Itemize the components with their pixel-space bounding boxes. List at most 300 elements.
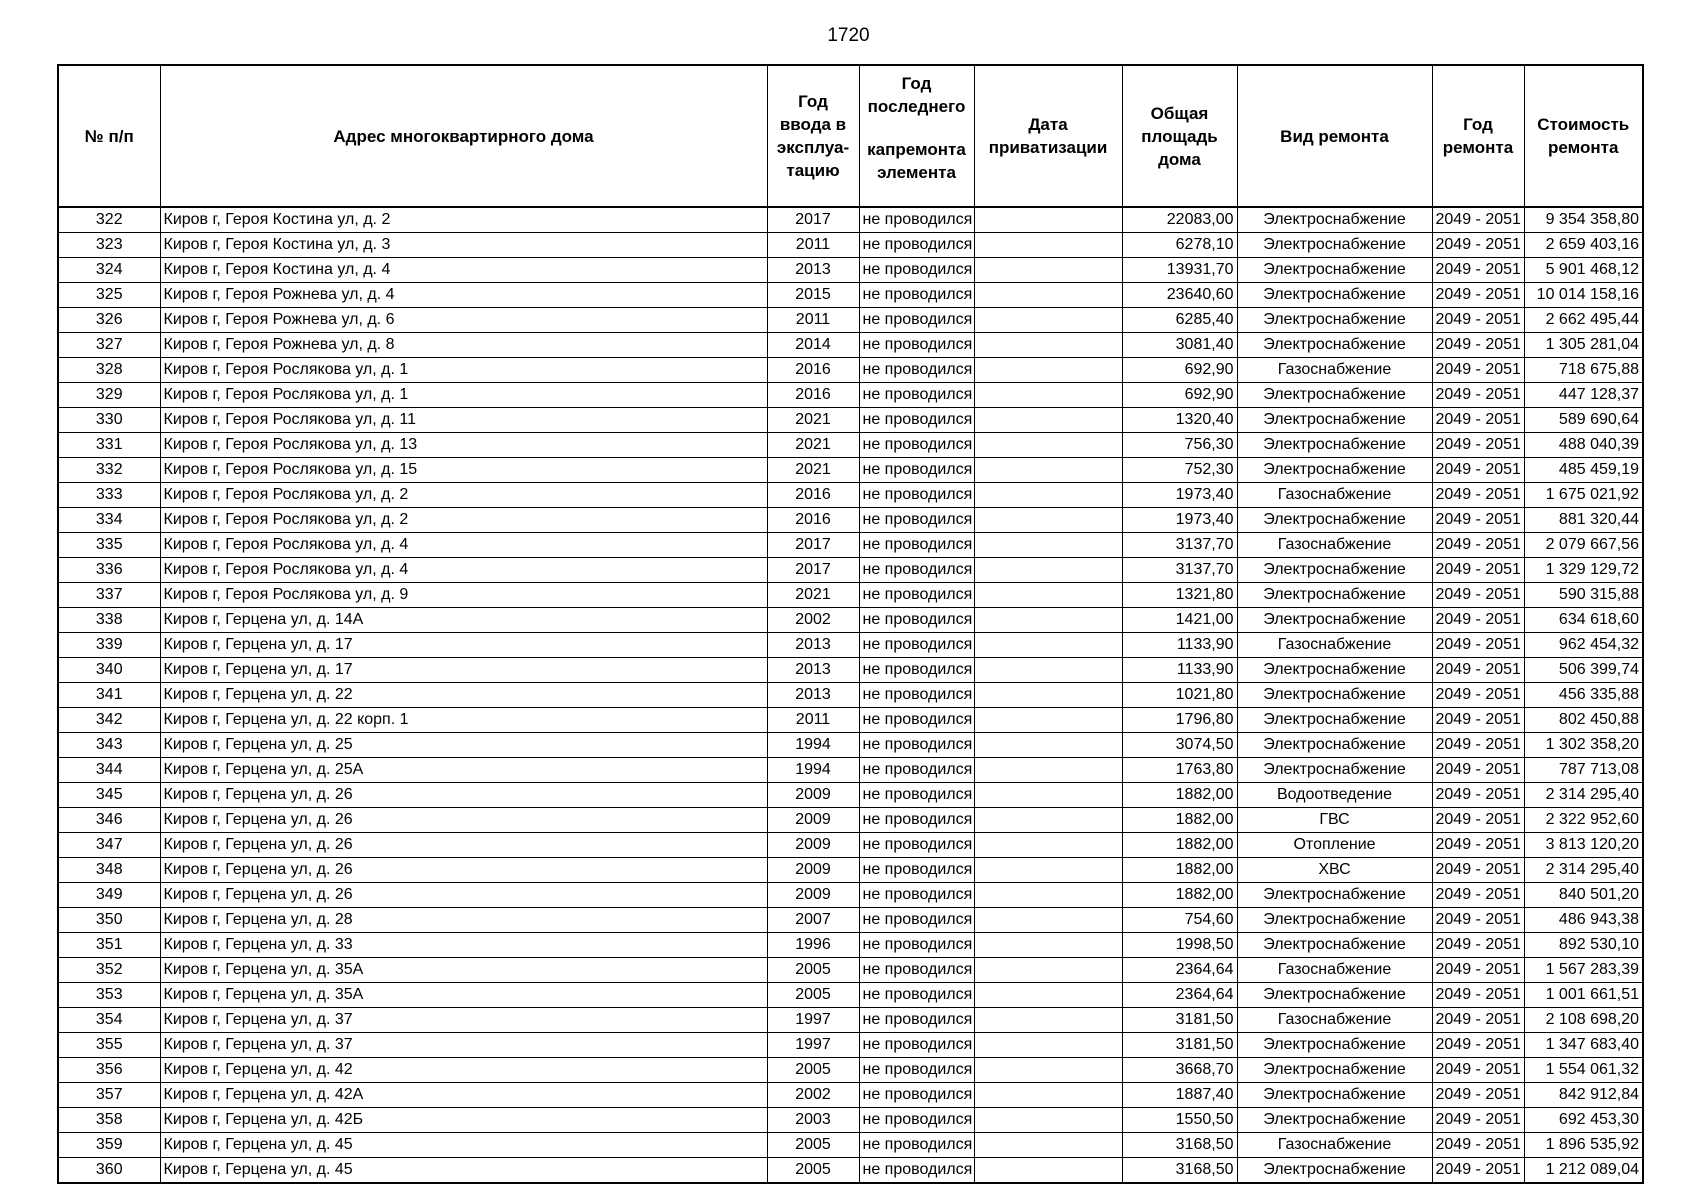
cell-last-repair: не проводился bbox=[859, 508, 974, 533]
cell-area: 1882,00 bbox=[1122, 833, 1237, 858]
cell-cost: 590 315,88 bbox=[1524, 583, 1643, 608]
cell-repair-year: 2049 - 2051 bbox=[1432, 558, 1524, 583]
cell-year-built: 2011 bbox=[767, 233, 859, 258]
cell-address: Киров г, Герцена ул, д. 17 bbox=[160, 633, 767, 658]
cell-repair-type: Электроснабжение bbox=[1237, 283, 1432, 308]
table-row bbox=[58, 1008, 1643, 1033]
table-row bbox=[58, 908, 1643, 933]
cell-num: 345 bbox=[58, 783, 160, 808]
cell-year-built: 2014 bbox=[767, 333, 859, 358]
cell-year-built: 2009 bbox=[767, 808, 859, 833]
cell-repair-year: 2049 - 2051 bbox=[1432, 958, 1524, 983]
cell-repair-type: Электроснабжение bbox=[1237, 983, 1432, 1008]
cell-year-built: 2005 bbox=[767, 1058, 859, 1083]
table-row bbox=[58, 483, 1643, 508]
cell-area: 23640,60 bbox=[1122, 283, 1237, 308]
cell-num: 335 bbox=[58, 533, 160, 558]
header-last-repair-line1: Год последнего bbox=[867, 74, 966, 116]
cell-repair-year: 2049 - 2051 bbox=[1432, 658, 1524, 683]
cell-num: 353 bbox=[58, 983, 160, 1008]
table-row bbox=[58, 883, 1643, 908]
cell-area: 1973,40 bbox=[1122, 483, 1237, 508]
cell-cost: 892 530,10 bbox=[1524, 933, 1643, 958]
cell-cost: 488 040,39 bbox=[1524, 433, 1643, 458]
cell-last-repair: не проводился bbox=[859, 1008, 974, 1033]
cell-address: Киров г, Герцена ул, д. 22 bbox=[160, 683, 767, 708]
cell-repair-year: 2049 - 2051 bbox=[1432, 783, 1524, 808]
cell-privatization bbox=[974, 207, 1122, 233]
cell-repair-year: 2049 - 2051 bbox=[1432, 233, 1524, 258]
cell-area: 2364,64 bbox=[1122, 958, 1237, 983]
cell-privatization bbox=[974, 258, 1122, 283]
cell-repair-type: Газоснабжение bbox=[1237, 633, 1432, 658]
cell-area: 3668,70 bbox=[1122, 1058, 1237, 1083]
table-row bbox=[58, 333, 1643, 358]
cell-address: Киров г, Герцена ул, д. 33 bbox=[160, 933, 767, 958]
cell-cost: 1 567 283,39 bbox=[1524, 958, 1643, 983]
cell-cost: 718 675,88 bbox=[1524, 358, 1643, 383]
cell-last-repair: не проводился bbox=[859, 958, 974, 983]
cell-last-repair: не проводился bbox=[859, 233, 974, 258]
cell-num: 334 bbox=[58, 508, 160, 533]
cell-cost: 589 690,64 bbox=[1524, 408, 1643, 433]
cell-privatization bbox=[974, 1058, 1122, 1083]
cell-address: Киров г, Героя Рослякова ул, д. 2 bbox=[160, 508, 767, 533]
cell-last-repair: не проводился bbox=[859, 258, 974, 283]
cell-year-built: 2017 bbox=[767, 558, 859, 583]
cell-year-built: 2002 bbox=[767, 608, 859, 633]
cell-repair-type: Газоснабжение bbox=[1237, 1133, 1432, 1158]
cell-num: 347 bbox=[58, 833, 160, 858]
cell-repair-type: Электроснабжение bbox=[1237, 658, 1432, 683]
cell-privatization bbox=[974, 683, 1122, 708]
cell-area: 3137,70 bbox=[1122, 533, 1237, 558]
cell-area: 692,90 bbox=[1122, 383, 1237, 408]
cell-num: 340 bbox=[58, 658, 160, 683]
cell-last-repair: не проводился bbox=[859, 207, 974, 233]
cell-privatization bbox=[974, 708, 1122, 733]
cell-privatization bbox=[974, 583, 1122, 608]
cell-cost: 2 314 295,40 bbox=[1524, 783, 1643, 808]
cell-cost: 840 501,20 bbox=[1524, 883, 1643, 908]
cell-cost: 2 108 698,20 bbox=[1524, 1008, 1643, 1033]
cell-last-repair: не проводился bbox=[859, 1058, 974, 1083]
cell-cost: 1 347 683,40 bbox=[1524, 1033, 1643, 1058]
cell-last-repair: не проводился bbox=[859, 333, 974, 358]
cell-last-repair: не проводился bbox=[859, 308, 974, 333]
cell-cost: 485 459,19 bbox=[1524, 458, 1643, 483]
cell-cost: 1 001 661,51 bbox=[1524, 983, 1643, 1008]
cell-repair-year: 2049 - 2051 bbox=[1432, 683, 1524, 708]
cell-privatization bbox=[974, 1108, 1122, 1133]
cell-address: Киров г, Герцена ул, д. 26 bbox=[160, 833, 767, 858]
cell-cost: 2 314 295,40 bbox=[1524, 858, 1643, 883]
cell-privatization bbox=[974, 333, 1122, 358]
cell-address: Киров г, Герцена ул, д. 28 bbox=[160, 908, 767, 933]
cell-repair-year: 2049 - 2051 bbox=[1432, 358, 1524, 383]
cell-repair-type: Электроснабжение bbox=[1237, 508, 1432, 533]
cell-address: Киров г, Героя Рослякова ул, д. 4 bbox=[160, 533, 767, 558]
cell-address: Киров г, Героя Костина ул, д. 4 bbox=[160, 258, 767, 283]
cell-repair-year: 2049 - 2051 bbox=[1432, 1133, 1524, 1158]
cell-repair-year: 2049 - 2051 bbox=[1432, 833, 1524, 858]
table-row bbox=[58, 983, 1643, 1008]
cell-repair-year: 2049 - 2051 bbox=[1432, 458, 1524, 483]
cell-repair-year: 2049 - 2051 bbox=[1432, 433, 1524, 458]
table-row bbox=[58, 1108, 1643, 1133]
cell-privatization bbox=[974, 533, 1122, 558]
cell-last-repair: не проводился bbox=[859, 383, 974, 408]
cell-last-repair: не проводился bbox=[859, 883, 974, 908]
cell-repair-year: 2049 - 2051 bbox=[1432, 608, 1524, 633]
cell-cost: 1 212 089,04 bbox=[1524, 1158, 1643, 1184]
page-number: 1720 bbox=[827, 25, 870, 46]
cell-area: 754,60 bbox=[1122, 908, 1237, 933]
table-row bbox=[58, 633, 1643, 658]
cell-repair-year: 2049 - 2051 bbox=[1432, 258, 1524, 283]
cell-area: 692,90 bbox=[1122, 358, 1237, 383]
cell-repair-type: Электроснабжение bbox=[1237, 1058, 1432, 1083]
cell-area: 752,30 bbox=[1122, 458, 1237, 483]
cell-privatization bbox=[974, 608, 1122, 633]
cell-cost: 1 329 129,72 bbox=[1524, 558, 1643, 583]
cell-last-repair: не проводился bbox=[859, 1083, 974, 1108]
cell-cost: 842 912,84 bbox=[1524, 1083, 1643, 1108]
cell-address: Киров г, Героя Рослякова ул, д. 2 bbox=[160, 483, 767, 508]
cell-area: 1021,80 bbox=[1122, 683, 1237, 708]
cell-repair-year: 2049 - 2051 bbox=[1432, 633, 1524, 658]
cell-area: 1998,50 bbox=[1122, 933, 1237, 958]
header-privatization: Дата приватизации bbox=[974, 65, 1122, 207]
cell-num: 327 bbox=[58, 333, 160, 358]
cell-cost: 881 320,44 bbox=[1524, 508, 1643, 533]
cell-area: 3181,50 bbox=[1122, 1033, 1237, 1058]
cell-repair-type: Электроснабжение bbox=[1237, 383, 1432, 408]
cell-address: Киров г, Героя Костина ул, д. 2 bbox=[160, 207, 767, 233]
cell-address: Киров г, Героя Рослякова ул, д. 1 bbox=[160, 383, 767, 408]
cell-num: 326 bbox=[58, 308, 160, 333]
cell-year-built: 2011 bbox=[767, 308, 859, 333]
cell-cost: 2 659 403,16 bbox=[1524, 233, 1643, 258]
cell-cost: 634 618,60 bbox=[1524, 608, 1643, 633]
cell-year-built: 1997 bbox=[767, 1033, 859, 1058]
cell-address: Киров г, Герцена ул, д. 22 корп. 1 bbox=[160, 708, 767, 733]
table-row bbox=[58, 258, 1643, 283]
table-row bbox=[58, 383, 1643, 408]
cell-area: 1763,80 bbox=[1122, 758, 1237, 783]
header-last-repair-line2: капремонта элемента bbox=[867, 140, 966, 182]
cell-address: Киров г, Герцена ул, д. 45 bbox=[160, 1133, 767, 1158]
cell-privatization bbox=[974, 358, 1122, 383]
table-row bbox=[58, 358, 1643, 383]
cell-year-built: 1996 bbox=[767, 933, 859, 958]
cell-num: 342 bbox=[58, 708, 160, 733]
cell-cost: 10 014 158,16 bbox=[1524, 283, 1643, 308]
cell-repair-year: 2049 - 2051 bbox=[1432, 483, 1524, 508]
repair-table bbox=[57, 64, 1644, 1184]
cell-cost: 1 302 358,20 bbox=[1524, 733, 1643, 758]
cell-repair-type: Электроснабжение bbox=[1237, 207, 1432, 233]
cell-repair-year: 2049 - 2051 bbox=[1432, 1058, 1524, 1083]
cell-area: 6285,40 bbox=[1122, 308, 1237, 333]
table-row bbox=[58, 933, 1643, 958]
cell-area: 3181,50 bbox=[1122, 1008, 1237, 1033]
table-row bbox=[58, 458, 1643, 483]
cell-repair-type: Электроснабжение bbox=[1237, 408, 1432, 433]
cell-num: 339 bbox=[58, 633, 160, 658]
table-row bbox=[58, 558, 1643, 583]
table-row bbox=[58, 408, 1643, 433]
cell-repair-type: Электроснабжение bbox=[1237, 883, 1432, 908]
cell-repair-type: Электроснабжение bbox=[1237, 608, 1432, 633]
cell-last-repair: не проводился bbox=[859, 358, 974, 383]
cell-year-built: 1994 bbox=[767, 758, 859, 783]
cell-num: 354 bbox=[58, 1008, 160, 1033]
cell-num: 329 bbox=[58, 383, 160, 408]
cell-area: 6278,10 bbox=[1122, 233, 1237, 258]
cell-cost: 2 322 952,60 bbox=[1524, 808, 1643, 833]
cell-num: 348 bbox=[58, 858, 160, 883]
cell-repair-type: Электроснабжение bbox=[1237, 1158, 1432, 1184]
cell-repair-type: Электроснабжение bbox=[1237, 708, 1432, 733]
cell-year-built: 2016 bbox=[767, 508, 859, 533]
cell-privatization bbox=[974, 1008, 1122, 1033]
cell-year-built: 2011 bbox=[767, 708, 859, 733]
cell-address: Киров г, Герцена ул, д. 37 bbox=[160, 1033, 767, 1058]
cell-num: 351 bbox=[58, 933, 160, 958]
cell-last-repair: не проводился bbox=[859, 1133, 974, 1158]
cell-repair-type: Газоснабжение bbox=[1237, 958, 1432, 983]
table-row bbox=[58, 658, 1643, 683]
cell-year-built: 2005 bbox=[767, 1133, 859, 1158]
table-row bbox=[58, 508, 1643, 533]
cell-repair-year: 2049 - 2051 bbox=[1432, 333, 1524, 358]
cell-year-built: 2021 bbox=[767, 433, 859, 458]
cell-repair-type: Электроснабжение bbox=[1237, 758, 1432, 783]
cell-privatization bbox=[974, 408, 1122, 433]
cell-repair-type: Электроснабжение bbox=[1237, 683, 1432, 708]
cell-area: 1421,00 bbox=[1122, 608, 1237, 633]
cell-cost: 3 813 120,20 bbox=[1524, 833, 1643, 858]
cell-year-built: 2009 bbox=[767, 783, 859, 808]
cell-address: Киров г, Герцена ул, д. 26 bbox=[160, 883, 767, 908]
cell-area: 1133,90 bbox=[1122, 658, 1237, 683]
cell-cost: 2 079 667,56 bbox=[1524, 533, 1643, 558]
cell-last-repair: не проводился bbox=[859, 1033, 974, 1058]
cell-area: 1321,80 bbox=[1122, 583, 1237, 608]
cell-address: Киров г, Герцена ул, д. 26 bbox=[160, 808, 767, 833]
header-last-repair bbox=[859, 65, 974, 207]
cell-num: 333 bbox=[58, 483, 160, 508]
header-area: Общая площадь дома bbox=[1122, 65, 1237, 207]
cell-area: 1887,40 bbox=[1122, 1083, 1237, 1108]
cell-num: 356 bbox=[58, 1058, 160, 1083]
cell-address: Киров г, Героя Костина ул, д. 3 bbox=[160, 233, 767, 258]
cell-repair-type: Газоснабжение bbox=[1237, 358, 1432, 383]
cell-address: Киров г, Герцена ул, д. 42А bbox=[160, 1083, 767, 1108]
cell-num: 346 bbox=[58, 808, 160, 833]
cell-repair-year: 2049 - 2051 bbox=[1432, 908, 1524, 933]
cell-last-repair: не проводился bbox=[859, 658, 974, 683]
cell-repair-year: 2049 - 2051 bbox=[1432, 1008, 1524, 1033]
table-row bbox=[58, 207, 1643, 233]
cell-area: 3168,50 bbox=[1122, 1133, 1237, 1158]
table-row bbox=[58, 1133, 1643, 1158]
cell-num: 343 bbox=[58, 733, 160, 758]
cell-num: 328 bbox=[58, 358, 160, 383]
cell-repair-type: ГВС bbox=[1237, 808, 1432, 833]
cell-repair-type: Отопление bbox=[1237, 833, 1432, 858]
table-row bbox=[58, 808, 1643, 833]
cell-privatization bbox=[974, 983, 1122, 1008]
cell-num: 349 bbox=[58, 883, 160, 908]
cell-address: Киров г, Герцена ул, д. 17 bbox=[160, 658, 767, 683]
cell-last-repair: не проводился bbox=[859, 583, 974, 608]
cell-address: Киров г, Героя Рослякова ул, д. 11 bbox=[160, 408, 767, 433]
cell-repair-type: Электроснабжение bbox=[1237, 933, 1432, 958]
cell-last-repair: не проводился bbox=[859, 1158, 974, 1184]
cell-repair-year: 2049 - 2051 bbox=[1432, 933, 1524, 958]
cell-privatization bbox=[974, 658, 1122, 683]
cell-address: Киров г, Герцена ул, д. 45 bbox=[160, 1158, 767, 1184]
cell-area: 1550,50 bbox=[1122, 1108, 1237, 1133]
cell-cost: 962 454,32 bbox=[1524, 633, 1643, 658]
cell-repair-year: 2049 - 2051 bbox=[1432, 708, 1524, 733]
cell-address: Киров г, Герцена ул, д. 25А bbox=[160, 758, 767, 783]
cell-repair-year: 2049 - 2051 bbox=[1432, 283, 1524, 308]
cell-year-built: 2013 bbox=[767, 658, 859, 683]
cell-address: Киров г, Героя Рослякова ул, д. 4 bbox=[160, 558, 767, 583]
cell-area: 13931,70 bbox=[1122, 258, 1237, 283]
cell-year-built: 2005 bbox=[767, 958, 859, 983]
cell-last-repair: не проводился bbox=[859, 458, 974, 483]
cell-area: 1320,40 bbox=[1122, 408, 1237, 433]
table-row bbox=[58, 583, 1643, 608]
cell-address: Киров г, Героя Рослякова ул, д. 15 bbox=[160, 458, 767, 483]
table-row bbox=[58, 1033, 1643, 1058]
cell-last-repair: не проводился bbox=[859, 683, 974, 708]
cell-repair-year: 2049 - 2051 bbox=[1432, 508, 1524, 533]
table-row bbox=[58, 858, 1643, 883]
table-row bbox=[58, 608, 1643, 633]
table-row bbox=[58, 1083, 1643, 1108]
cell-privatization bbox=[974, 558, 1122, 583]
cell-num: 344 bbox=[58, 758, 160, 783]
cell-num: 325 bbox=[58, 283, 160, 308]
cell-last-repair: не проводился bbox=[859, 983, 974, 1008]
cell-num: 322 bbox=[58, 207, 160, 233]
table-row bbox=[58, 233, 1643, 258]
cell-address: Киров г, Героя Рослякова ул, д. 1 bbox=[160, 358, 767, 383]
cell-year-built: 2016 bbox=[767, 383, 859, 408]
cell-repair-year: 2049 - 2051 bbox=[1432, 207, 1524, 233]
cell-last-repair: не проводился bbox=[859, 483, 974, 508]
table-row bbox=[58, 833, 1643, 858]
cell-repair-type: Газоснабжение bbox=[1237, 1008, 1432, 1033]
cell-repair-type: Электроснабжение bbox=[1237, 1033, 1432, 1058]
cell-address: Киров г, Герцена ул, д. 42 bbox=[160, 1058, 767, 1083]
cell-num: 360 bbox=[58, 1158, 160, 1184]
cell-area: 756,30 bbox=[1122, 433, 1237, 458]
cell-privatization bbox=[974, 783, 1122, 808]
table-row bbox=[58, 433, 1643, 458]
cell-last-repair: не проводился bbox=[859, 533, 974, 558]
cell-year-built: 2009 bbox=[767, 883, 859, 908]
cell-privatization bbox=[974, 883, 1122, 908]
cell-address: Киров г, Героя Рожнева ул, д. 4 bbox=[160, 283, 767, 308]
cell-area: 1882,00 bbox=[1122, 858, 1237, 883]
cell-address: Киров г, Герцена ул, д. 37 bbox=[160, 1008, 767, 1033]
cell-repair-year: 2049 - 2051 bbox=[1432, 858, 1524, 883]
table-row bbox=[58, 683, 1643, 708]
table-row bbox=[58, 708, 1643, 733]
cell-repair-type: Электроснабжение bbox=[1237, 233, 1432, 258]
cell-repair-type: Электроснабжение bbox=[1237, 908, 1432, 933]
cell-cost: 1 554 061,32 bbox=[1524, 1058, 1643, 1083]
table-row bbox=[58, 1158, 1643, 1184]
cell-area: 1882,00 bbox=[1122, 783, 1237, 808]
cell-last-repair: не проводился bbox=[859, 608, 974, 633]
cell-num: 337 bbox=[58, 583, 160, 608]
cell-cost: 787 713,08 bbox=[1524, 758, 1643, 783]
cell-last-repair: не проводился bbox=[859, 833, 974, 858]
cell-repair-type: ХВС bbox=[1237, 858, 1432, 883]
cell-num: 355 bbox=[58, 1033, 160, 1058]
cell-year-built: 1994 bbox=[767, 733, 859, 758]
cell-area: 3137,70 bbox=[1122, 558, 1237, 583]
cell-repair-year: 2049 - 2051 bbox=[1432, 308, 1524, 333]
cell-num: 331 bbox=[58, 433, 160, 458]
table-row bbox=[58, 783, 1643, 808]
cell-last-repair: не проводился bbox=[859, 408, 974, 433]
cell-privatization bbox=[974, 483, 1122, 508]
cell-year-built: 2021 bbox=[767, 408, 859, 433]
cell-num: 324 bbox=[58, 258, 160, 283]
cell-address: Киров г, Герцена ул, д. 35А bbox=[160, 958, 767, 983]
cell-repair-type: Электроснабжение bbox=[1237, 733, 1432, 758]
cell-privatization bbox=[974, 958, 1122, 983]
cell-year-built: 2002 bbox=[767, 1083, 859, 1108]
cell-year-built: 2009 bbox=[767, 833, 859, 858]
cell-last-repair: не проводился bbox=[859, 633, 974, 658]
cell-year-built: 2003 bbox=[767, 1108, 859, 1133]
cell-cost: 9 354 358,80 bbox=[1524, 207, 1643, 233]
cell-privatization bbox=[974, 833, 1122, 858]
cell-privatization bbox=[974, 1033, 1122, 1058]
cell-year-built: 2009 bbox=[767, 858, 859, 883]
cell-repair-type: Электроснабжение bbox=[1237, 258, 1432, 283]
cell-last-repair: не проводился bbox=[859, 708, 974, 733]
cell-num: 358 bbox=[58, 1108, 160, 1133]
cell-privatization bbox=[974, 733, 1122, 758]
header-address: Адрес многоквартирного дома bbox=[160, 65, 767, 207]
cell-repair-year: 2049 - 2051 bbox=[1432, 1083, 1524, 1108]
cell-repair-year: 2049 - 2051 bbox=[1432, 733, 1524, 758]
cell-year-built: 2013 bbox=[767, 258, 859, 283]
cell-repair-type: Электроснабжение bbox=[1237, 558, 1432, 583]
cell-year-built: 2021 bbox=[767, 458, 859, 483]
cell-year-built: 2005 bbox=[767, 983, 859, 1008]
cell-privatization bbox=[974, 933, 1122, 958]
cell-cost: 1 675 021,92 bbox=[1524, 483, 1643, 508]
cell-repair-year: 2049 - 2051 bbox=[1432, 383, 1524, 408]
cell-num: 332 bbox=[58, 458, 160, 483]
cell-address: Киров г, Героя Рожнева ул, д. 8 bbox=[160, 333, 767, 358]
cell-privatization bbox=[974, 283, 1122, 308]
cell-year-built: 2017 bbox=[767, 207, 859, 233]
cell-repair-year: 2049 - 2051 bbox=[1432, 1108, 1524, 1133]
header-year-built: Год ввода в эксплуа-тацию bbox=[767, 65, 859, 207]
